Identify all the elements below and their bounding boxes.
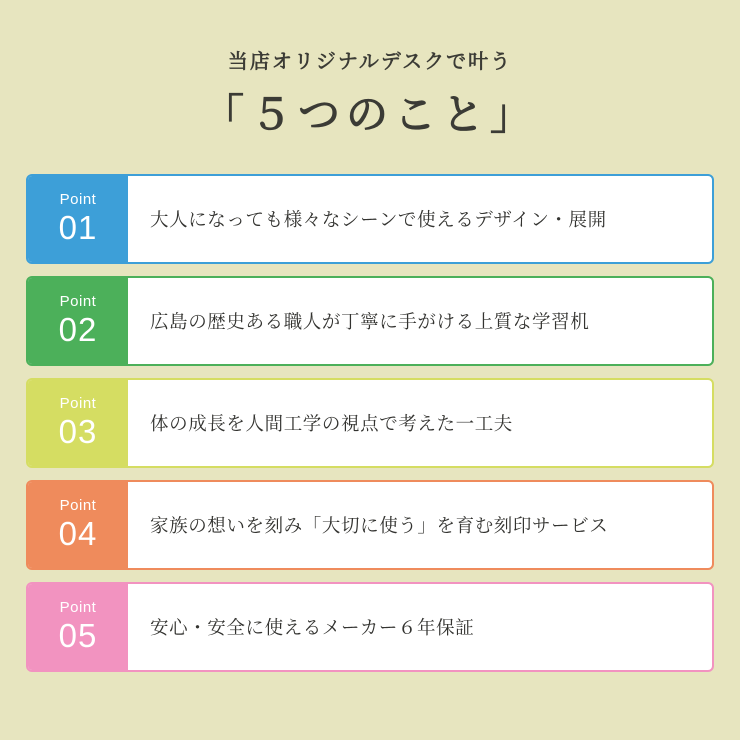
list-item [26, 582, 714, 672]
page-header [0, 0, 740, 140]
point-badge-03 [28, 380, 128, 466]
point-text: 安心・安全に使えるメーカー６年保証 [150, 616, 475, 638]
list-item [26, 276, 714, 366]
point-badge-04 [28, 482, 128, 568]
point-label: Point [59, 599, 97, 617]
points-list [0, 174, 740, 672]
point-text: 大人になっても様々なシーンで使えるデザイン・展開 [150, 208, 607, 230]
point-badge-02 [28, 278, 128, 364]
list-item [26, 378, 714, 468]
list-item [26, 480, 714, 570]
point-number: 03 [58, 412, 98, 450]
point-label: Point [59, 293, 97, 311]
point-number: 02 [58, 310, 98, 348]
point-badge-05 [28, 584, 128, 670]
point-label: Point [59, 395, 97, 413]
point-text: 広島の歴史ある職人が丁寧に手がける上質な学習机 [150, 310, 590, 332]
point-label: Point [59, 497, 97, 515]
point-number: 05 [58, 616, 98, 654]
point-number: 01 [58, 208, 98, 246]
point-label: Point [59, 191, 97, 209]
page-title: 「５つのこと」 [201, 91, 538, 138]
point-number: 04 [58, 514, 98, 552]
point-badge-01 [28, 176, 128, 262]
page-subtitle: 当店オリジナルデスクで叶う [227, 51, 513, 73]
list-item [26, 174, 714, 264]
point-text: 体の成長を人間工学の視点で考えた一工夫 [150, 412, 513, 434]
point-text: 家族の想いを刻み「大切に使う」を育む刻印サービス [150, 514, 609, 536]
